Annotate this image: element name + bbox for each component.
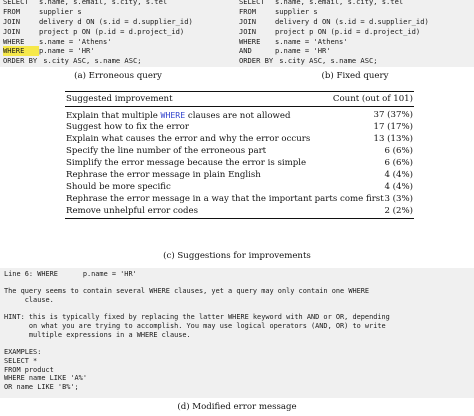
improvement-cell <box>65 193 384 205</box>
erroneous-query-caption: (a) Erroneous query <box>74 71 162 81</box>
message-line: SELECT * <box>4 356 38 365</box>
improvement-text: Explain that multiple <box>66 111 161 121</box>
improvement-cell <box>65 121 189 133</box>
sql-clause: p.name = 'HR' <box>39 46 95 56</box>
improvement-cell <box>65 145 266 157</box>
message-line: EXAMPLES: <box>4 348 42 357</box>
code-line <box>3 46 233 56</box>
improvement-text: Specify the line number of the erroneous part <box>66 146 267 156</box>
code-line <box>239 37 471 47</box>
sql-keyword: JOIN <box>3 26 21 36</box>
improvement-text: Suggest how to fix the error <box>66 122 189 132</box>
sql-clause: delivery d ON (s.id = d.supplier_id) <box>275 16 429 26</box>
table-header-row <box>65 92 414 106</box>
count-cell: 2 (2%) <box>384 206 413 216</box>
table-row <box>65 109 414 121</box>
suggestions-table <box>65 91 414 219</box>
sql-keyword: SELECT <box>239 0 265 6</box>
table-row <box>65 169 414 181</box>
message-line: clause. <box>4 296 54 305</box>
improvement-text: Remove unhelpful error codes <box>66 206 198 216</box>
count-cell: 13 (13%) <box>373 134 413 144</box>
improvement-cell <box>65 205 198 217</box>
code-line <box>3 56 233 66</box>
code-line <box>3 0 233 7</box>
table-row <box>65 133 414 145</box>
table-row <box>65 145 414 157</box>
sql-keyword: JOIN <box>239 16 257 26</box>
message-line: on what you are trying to accomplish. You may use logical operators (AND, OR) to write <box>4 322 386 331</box>
table-row <box>65 181 414 193</box>
sql-keyword: FROM <box>3 6 21 16</box>
sql-clause: s.city ASC, s.name ASC; <box>279 56 378 66</box>
sql-clause: s.name = 'Athens' <box>39 36 112 46</box>
improvement-cell <box>65 109 290 121</box>
highlighted-keyword: WHERE <box>3 46 39 56</box>
count-cell: 3 (3%) <box>384 194 413 204</box>
code-line <box>3 17 233 27</box>
message-line: WHERE name LIKE 'A%' <box>4 374 87 383</box>
count-cell: 6 (6%) <box>384 158 413 168</box>
improvement-cell <box>65 133 310 145</box>
sql-clause: s.name, s.email, s.city, s.tel <box>39 0 168 6</box>
fixed-query-caption: (b) Fixed query <box>321 71 389 81</box>
sql-keyword: JOIN <box>3 16 21 26</box>
header-count: Count (out of 101) <box>332 94 413 104</box>
table-row <box>65 157 414 169</box>
improvement-text: Should be more specific <box>66 182 171 192</box>
count-cell: 4 (4%) <box>384 170 413 180</box>
improvement-text: Rephrase the error message in plain English <box>66 170 261 180</box>
count-cell: 4 (4%) <box>384 182 413 192</box>
count-cell: 37 (37%) <box>373 110 413 120</box>
message-line <box>4 279 470 288</box>
sql-keyword: JOIN <box>239 26 257 36</box>
header-improvement: Suggested improvement <box>66 94 173 104</box>
sql-clause: supplier s <box>39 6 82 16</box>
where-keyword: WHERE <box>160 110 186 120</box>
sql-keyword: FROM <box>239 6 257 16</box>
sql-clause: supplier s <box>275 6 318 16</box>
code-line <box>239 46 471 56</box>
code-line <box>3 27 233 37</box>
sql-clause: s.city ASC, s.name ASC; <box>43 56 142 66</box>
code-line <box>3 37 233 47</box>
improvement-text: Simplify the error message because the error is simple <box>66 158 307 168</box>
message-line: The query seems to contain several WHERE clauses, yet a query may only contain one WHERE <box>4 287 370 296</box>
table-row <box>65 121 414 133</box>
sql-keyword: WHERE <box>239 36 261 46</box>
count-cell: 6 (6%) <box>384 146 413 156</box>
code-line <box>239 56 471 66</box>
sql-clause: delivery d ON (s.id = d.supplier_id) <box>39 16 193 26</box>
code-line <box>239 7 471 17</box>
table-row <box>65 205 414 217</box>
fixed-query-code <box>236 0 474 67</box>
sql-keyword: SELECT <box>3 0 29 6</box>
modified-error-message <box>0 268 474 398</box>
sql-clause: project p ON (p.id = d.project_id) <box>39 26 185 36</box>
message-line: Line 6: WHERE p.name = 'HR' <box>4 270 137 278</box>
sql-keyword: WHERE <box>3 36 25 46</box>
sql-clause: s.name, s.email, s.city, s.tel <box>275 0 404 6</box>
code-line <box>239 17 471 27</box>
improvement-text-tail: clauses are not allowed <box>185 111 291 121</box>
message-line: multiple expressions in a WHERE clause. <box>4 330 191 339</box>
sql-keyword: ORDER BY <box>239 56 274 66</box>
sql-clause: s.name = 'Athens' <box>275 36 348 46</box>
sql-clause: p.name = 'HR' <box>275 46 331 56</box>
sql-clause: project p ON (p.id = d.project_id) <box>275 26 421 36</box>
message-line: FROM product <box>4 365 54 374</box>
erroneous-query-code <box>0 0 236 67</box>
improvement-text: Rephrase the error message in a way that the important parts come first <box>66 194 384 204</box>
message-line <box>4 340 470 349</box>
message-line <box>4 305 470 314</box>
message-line: HINT: this is typically fixed by replacing the latter WHERE keyword with AND or OR, depending <box>4 313 390 322</box>
modified-message-caption: (d) Modified error message <box>177 402 297 412</box>
count-cell: 17 (17%) <box>373 122 413 132</box>
table-body <box>65 107 414 217</box>
improvement-cell <box>65 181 171 193</box>
message-line: OR name LIKE 'B%'; <box>4 382 79 391</box>
sql-keyword: ORDER BY <box>3 56 38 66</box>
code-line <box>3 7 233 17</box>
code-line <box>239 27 471 37</box>
improvement-cell <box>65 157 306 169</box>
improvement-text: Explain what causes the error and why the error occurs <box>66 134 311 144</box>
table-row <box>65 193 414 205</box>
improvement-cell <box>65 169 261 181</box>
sql-keyword: AND <box>239 46 252 56</box>
code-line <box>239 0 471 7</box>
table-bottom-rule <box>65 218 414 219</box>
suggestions-caption: (c) Suggestions for improvements <box>163 251 311 261</box>
